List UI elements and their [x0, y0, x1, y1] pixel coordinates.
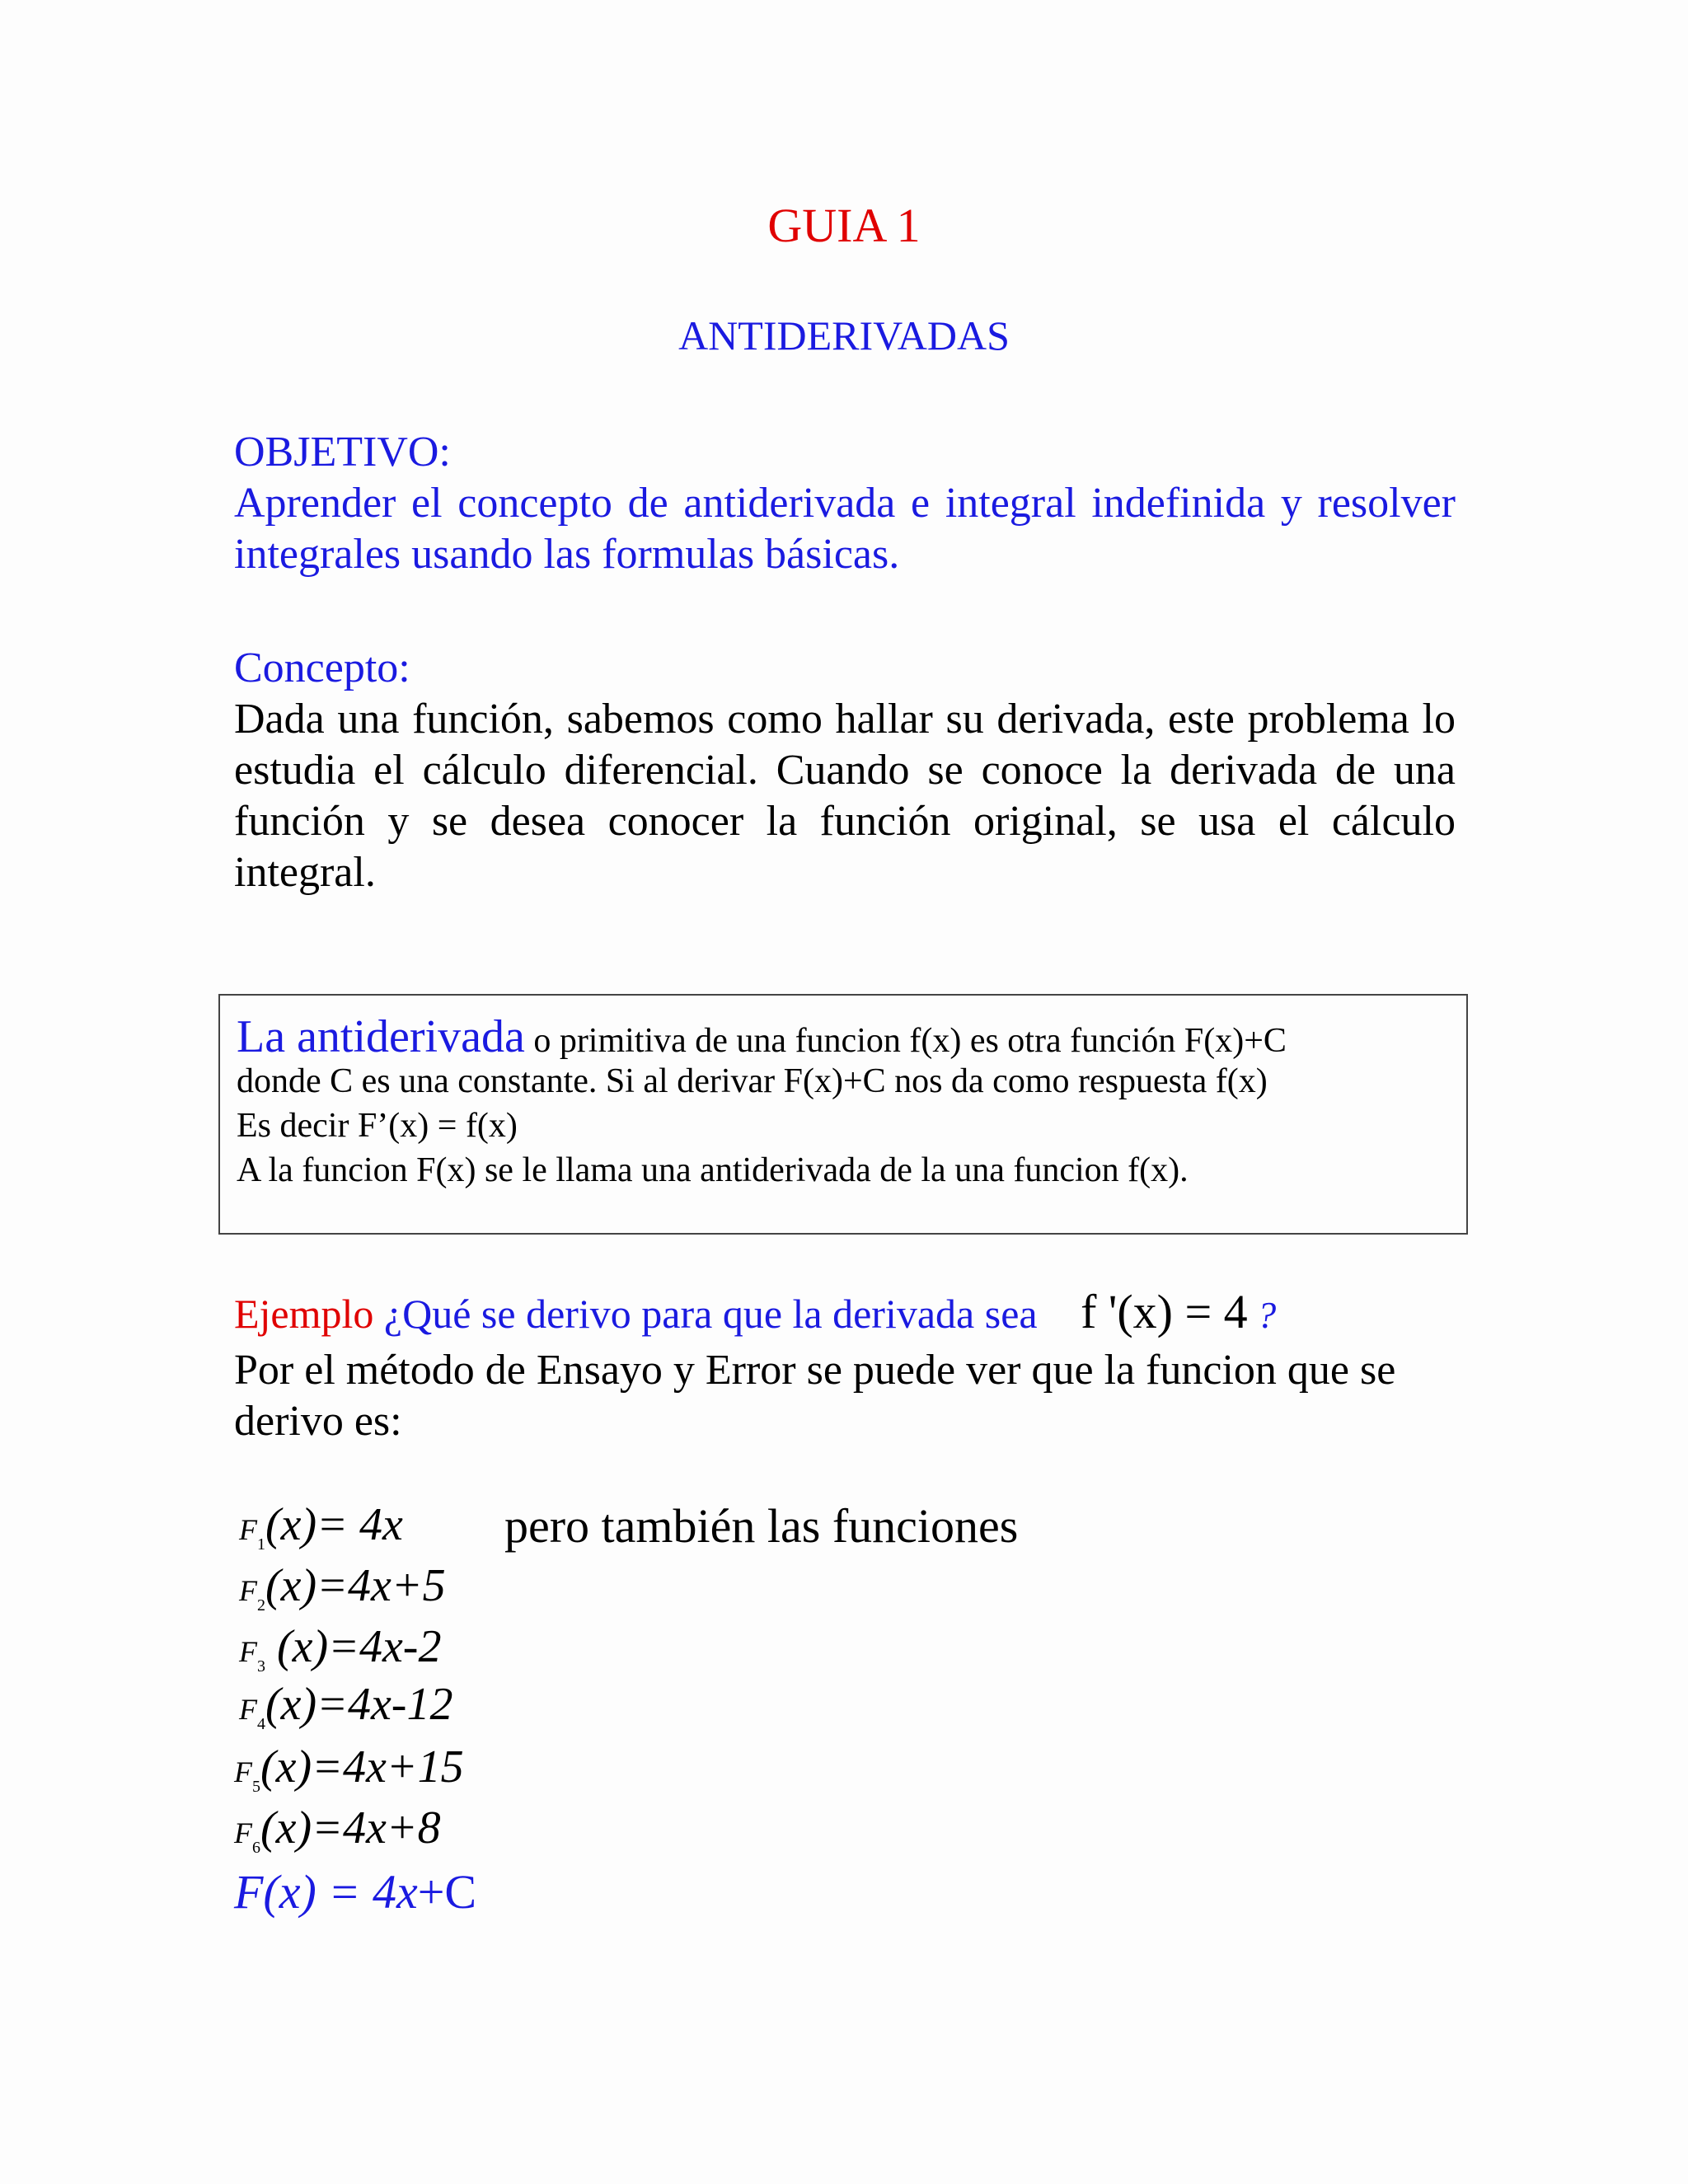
- definition-line-3: Es decir F’(x) = f(x): [237, 1107, 518, 1145]
- definition-line-1-text: o primitiva de una funcion f(x) es otra función F(x)+C: [524, 1022, 1287, 1060]
- general-antiderivative: [234, 1864, 476, 1919]
- function-item: $F_3$ (x)=4x-2: [239, 1621, 442, 1676]
- concept-section: [234, 643, 1456, 898]
- page-title: GUIA 1: [767, 199, 921, 252]
- general-lhs: F(x) = 4x: [234, 1865, 418, 1919]
- definition-box: [218, 994, 1468, 1235]
- definition-line-2: donde C es una constante. Si al derivar F(x)+C nos da como respuesta f(x): [237, 1062, 1268, 1100]
- definition-line-4: A la funcion F(x) se le llama una antiderivada de la una funcion f(x).: [237, 1151, 1189, 1189]
- definition-heading: La antiderivada: [237, 1011, 525, 1062]
- example-label: Ejemplo: [234, 1291, 374, 1337]
- function-item: $F_1(x)= 4x$: [239, 1499, 403, 1554]
- example-trial-text: Por el método de Ensayo y Error se puede ver que la funcion que se derivo es:: [234, 1347, 1396, 1445]
- function-item: $F_6(x)=4x+8$: [234, 1802, 441, 1858]
- also-functions-text: pero también las funciones: [504, 1499, 1019, 1553]
- example-question: ¿Qué se derivo para que la derivada sea: [373, 1291, 1048, 1337]
- concept-label: Concepto:: [234, 644, 410, 691]
- example-heading: [234, 1284, 1276, 1339]
- general-rhs: +C: [417, 1865, 477, 1919]
- function-item: $F_2(x)=4x+5$: [239, 1560, 446, 1615]
- objective-section: [234, 427, 1456, 580]
- function-item: $F_5(x)=4x+15$: [234, 1741, 464, 1797]
- objective-text: Aprender el concepto de antiderivada e integral indefinida y resolver integrales usando las formulas básicas.: [234, 480, 1456, 578]
- objective-label: OBJETIVO:: [234, 429, 451, 476]
- definition-line-1: [237, 1010, 1287, 1063]
- concept-text: Dada una función, sabemos como hallar su derivada, este problema lo estudia el cálculo diferencial. Cuando se conoce la derivada de una función y se desea conocer la función original, se usa el cálculo integral.: [234, 696, 1456, 896]
- page-subtitle: ANTIDERIVADAS: [678, 312, 1010, 359]
- example-question-mark: ?: [1247, 1294, 1277, 1336]
- example-formula: f '(x) = 4: [1081, 1285, 1248, 1338]
- function-item: $F_4(x)=4x-12$: [239, 1679, 453, 1734]
